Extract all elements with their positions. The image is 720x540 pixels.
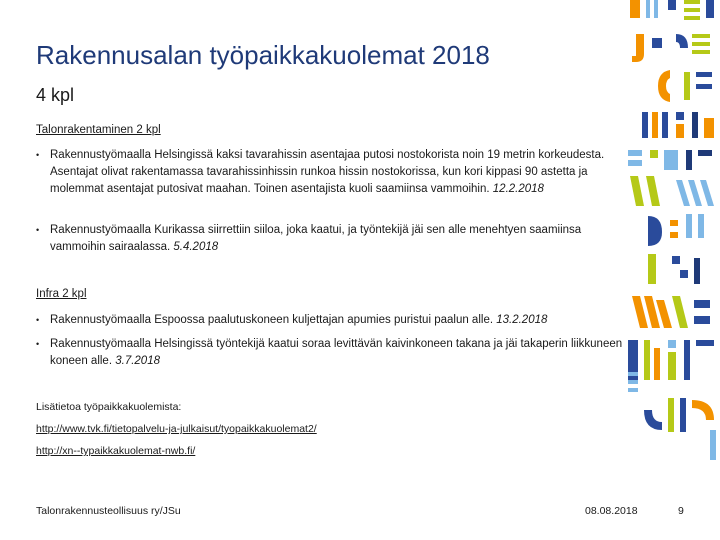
footer-page-number: 9 [678, 505, 684, 517]
section-heading-infra: Infra 2 kpl [36, 288, 87, 300]
section-heading-building: Talonrakentaminen 2 kpl [36, 124, 161, 136]
item-date: 13.2.2018 [496, 314, 548, 326]
item-text: Rakennustyömaalla Helsingissä työntekijä kaatui soraa levittävän kaivinkoneen takana ja jäi takaperin liikkuneen koneen alle. [50, 338, 623, 367]
item-text: Rakennustyömaalla Espoossa paalutuskoneen kuljettajan apumies puristui paalun alle. [50, 314, 494, 326]
more-info-label: Lisätietoa työpaikkakuolemista: [36, 401, 182, 413]
item-text: Rakennustyömaalla Kurikassa siirrettiin siiloa, joka kaatui, ja työntekijä jäi sen alle menehtyen saamiinsa vammoihin sairaalassa. [50, 224, 582, 253]
item-date: 5.4.2018 [173, 241, 219, 253]
link-typaikkakuolemat[interactable]: http://xn--typaikkakuolemat-nwb.fi/ [36, 445, 196, 457]
item-date: 12.2.2018 [492, 183, 544, 195]
slide-subtitle: 4 kpl [36, 85, 75, 105]
footer-date: 08.08.2018 [585, 505, 638, 517]
list-item [36, 312, 628, 329]
link-tvk[interactable]: http://www.tvk.fi/tietopalvelu-ja-julkaisut/tyopaikkakuolemat2/ [36, 423, 317, 435]
list-item [36, 147, 628, 198]
footer-organization: Talonrakennusteollisuus ry/JSu [36, 505, 181, 517]
item-date: 3.7.2018 [115, 355, 160, 367]
list-item [36, 222, 628, 256]
item-text: Rakennustyömaalla Helsingissä kaksi tavarahissin asentajaa putosi nostokorista noin 19 metrin korkeudesta. Asentajat olivat rakentamassa tavarahissinhissin runkoa hissin nostokorissa, kun kori kippasi 90 astetta ja molemmat asentajat putosivat maahan. Toinen asentajista kuoli saamiinsa vammoihin. [50, 149, 605, 195]
slide-title: Rakennusalan työpaikkakuolemat 2018 [36, 40, 490, 70]
list-item [36, 336, 628, 370]
decorative-pattern-icon [628, 0, 720, 470]
